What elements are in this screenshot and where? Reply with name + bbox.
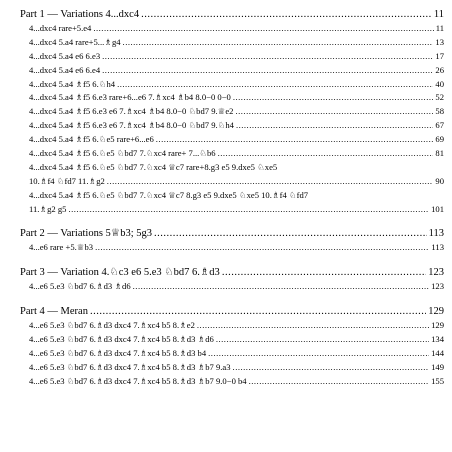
toc-entry xyxy=(20,361,444,375)
part-2 xyxy=(20,227,444,255)
entry-text: 11.♗g2 g5 xyxy=(29,203,67,214)
toc-entry xyxy=(20,333,444,347)
toc-entry xyxy=(20,241,444,255)
part-title: Part 1 — Variations 4...dxc4 xyxy=(20,9,140,20)
entry-text: 4...e6 5.e3 ♘bd7 6.♗d3 dxc4 7.♗xc4 b5 8.♗d3 b4 xyxy=(29,348,207,359)
page-number: 149 xyxy=(431,361,444,372)
dot-leader xyxy=(208,347,429,361)
page-number: 134 xyxy=(431,334,444,345)
dot-leader xyxy=(123,36,434,50)
dot-leader xyxy=(68,203,429,217)
page-number: 81 xyxy=(435,148,444,159)
page-number: 90 xyxy=(435,175,444,186)
entry-text: 4...e6 5.e3 ♘bd7 6.♗d3 dxc4 7.♗xc4 b5 8.♗d3 ♗d6 xyxy=(29,334,214,345)
table-of-contents xyxy=(20,6,444,400)
part-heading xyxy=(20,8,444,22)
toc-entry xyxy=(20,78,444,92)
dot-leader xyxy=(222,266,426,280)
dot-leader xyxy=(218,147,434,161)
page-number: 129 xyxy=(431,320,444,331)
entry-text: 4...dxc4 5.a4 ♗f5 6.♘e5 rare+6...e6 xyxy=(29,134,154,145)
page-number: 113 xyxy=(428,228,444,240)
entry-text: 4...e6 5.e3 ♘bd7 6.♗d3 ♗d6 xyxy=(29,281,131,292)
page-number: 58 xyxy=(435,106,444,117)
part-title: Part 3 — Variation 4.♘c3 e6 5.e3 ♘bd7 6.♗d3 xyxy=(20,267,220,279)
dot-leader xyxy=(156,133,434,147)
entry-text: 4...dxc4 5.a4 ♗f5 6.♘e5 ♘bd7 7.♘xc4 ♕c7 rare+8.g3 e5 9.dxe5 ♘xe5 xyxy=(29,161,278,172)
dot-leader xyxy=(235,105,433,119)
page-number: 123 xyxy=(428,267,444,279)
dot-leader xyxy=(154,227,427,241)
toc-entry xyxy=(20,22,444,36)
dot-leader xyxy=(133,280,429,294)
toc-entry xyxy=(20,50,444,64)
page-number: 123 xyxy=(431,281,444,292)
part-4 xyxy=(20,305,444,388)
page-number: 113 xyxy=(431,242,444,253)
part-3 xyxy=(20,266,444,294)
toc-entry xyxy=(20,147,444,161)
page-number: 155 xyxy=(431,375,444,386)
page-number: 52 xyxy=(435,92,444,103)
page-number: 69 xyxy=(435,134,444,145)
entry-text: 4...e6 5.e3 ♘bd7 6.♗d3 dxc4 7.♗xc4 b5 8.♗d3 ♗b7 9.a3 xyxy=(29,361,231,372)
part-heading xyxy=(20,305,444,319)
page-number: 11 xyxy=(435,23,444,33)
toc-entry xyxy=(20,133,444,147)
dot-leader xyxy=(93,22,433,36)
dot-leader xyxy=(233,91,434,105)
entry-text: 10.♗f4 ♘fd7 11.♗g2 xyxy=(29,175,105,186)
entry-text: 4...e6 5.e3 ♘bd7 6.♗d3 dxc4 7.♗xc4 b5 8.♗d3 ♗b7 9.0−0 b4 xyxy=(29,375,247,386)
part-1 xyxy=(20,8,444,216)
toc-entry xyxy=(20,347,444,361)
dot-leader xyxy=(197,319,429,333)
dot-leader xyxy=(107,175,434,189)
toc-entry xyxy=(20,280,444,294)
entry-text: 4...dxc4 5.a4 rare+5...♗g4 xyxy=(29,36,121,47)
dot-leader xyxy=(236,119,433,133)
part-title: Part 4 — Meran xyxy=(20,306,88,318)
entry-text: 4...dxc4 5.a4 ♗f5 6.e3 rare+6...e6 7.♗xc4 ♗b4 8.0−0 0−0 xyxy=(29,92,231,103)
entry-text: 4...dxc4 5.a4 ♗f5 6.e3 e6 7.♗xc4 ♗b4 8.0−0 ♘bd7 9.♕e2 xyxy=(29,106,234,117)
entry-text: 4...e6 5.e3 ♘bd7 6.♗d3 dxc4 7.♗xc4 b5 8.♗e2 xyxy=(29,320,195,331)
page-number: 13 xyxy=(435,36,444,47)
dot-leader xyxy=(117,78,433,92)
dot-leader xyxy=(90,305,426,319)
toc-entry xyxy=(20,36,444,50)
dot-leader xyxy=(216,333,429,347)
toc-entry xyxy=(20,64,444,78)
entry-text: 4...dxc4 5.a4 e6 6.e3 xyxy=(29,50,101,61)
toc-entry xyxy=(20,189,444,203)
entry-text: 4...dxc4 rare+5.e4 xyxy=(29,23,92,33)
dot-leader xyxy=(233,361,430,375)
toc-entry-continuation xyxy=(20,203,444,217)
dot-leader xyxy=(95,241,429,255)
toc-entry xyxy=(20,91,444,105)
page-number: 67 xyxy=(435,120,444,131)
page-number: 26 xyxy=(435,64,444,75)
toc-entry xyxy=(20,319,444,333)
page-number: 129 xyxy=(428,306,444,318)
part-heading xyxy=(20,266,444,280)
page-number: 101 xyxy=(431,203,444,214)
dot-leader xyxy=(102,64,433,78)
entry-text: 4...e6 rare +5.♕b3 xyxy=(29,242,94,253)
toc-entry xyxy=(20,375,444,389)
dot-leader xyxy=(141,8,432,22)
part-heading xyxy=(20,227,444,241)
page-number: 40 xyxy=(435,78,444,89)
page-number: 11 xyxy=(433,9,444,20)
entry-text: 4...dxc4 5.a4 ♗f5 6.♘e5 ♘bd7 7.♘xc4 ♕c7 8.g3 e5 9.dxe5 ♘xe5 10.♗f4 ♘fd7 xyxy=(29,189,309,200)
toc-entry xyxy=(20,105,444,119)
entry-text: 4...dxc4 5.a4 ♗f5 6.e3 e6 7.♗xc4 ♗b4 8.0−0 ♘bd7 9.♘h4 xyxy=(29,120,234,131)
dot-leader xyxy=(102,50,433,64)
entry-text: 4...dxc4 5.a4 ♗f5 6.♘h4 xyxy=(29,78,116,89)
entry-text: 4...dxc4 5.a4 ♗f5 6.♘e5 ♘bd7 7.♘xc4 rare+ 7...♘b6 xyxy=(29,148,216,159)
entry-text: 4...dxc4 5.a4 e6 6.e4 xyxy=(29,64,101,75)
page-number: 144 xyxy=(431,348,444,359)
page-number: 17 xyxy=(435,50,444,61)
toc-entry xyxy=(20,161,444,175)
toc-entry xyxy=(20,119,444,133)
toc-entry-continuation xyxy=(20,175,444,189)
part-title: Part 2 — Variations 5♕b3; 5g3 xyxy=(20,228,153,240)
dot-leader xyxy=(249,375,430,389)
